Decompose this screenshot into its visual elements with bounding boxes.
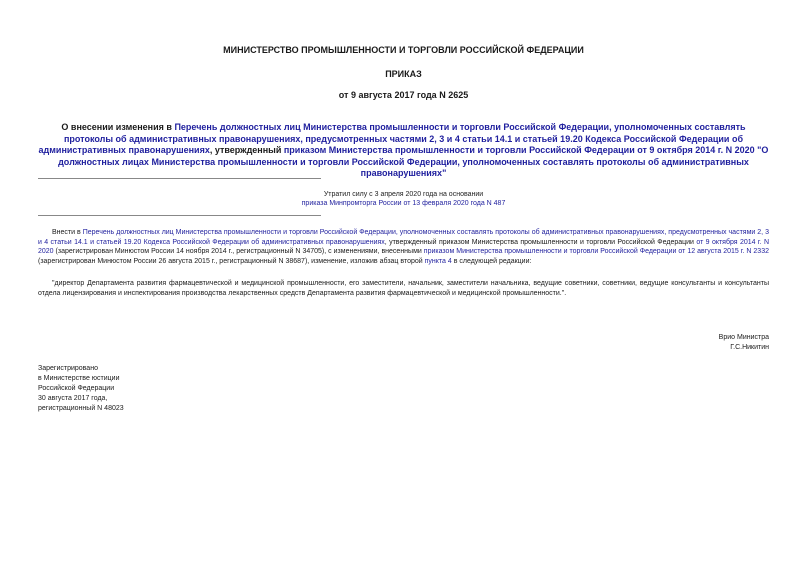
divider-top [38,178,321,179]
revocation-notice [0,190,807,208]
registration-line: 30 августа 2017 года, [38,395,108,402]
body-text-1: Внести в [52,229,83,236]
body-text-5: в следующей редакции: [451,257,532,265]
divider-bottom [38,215,321,216]
body-link-punkt-4[interactable]: пункта 4 [424,257,452,265]
registration-line: в Министерстве юстиции [38,375,120,382]
registration-block [38,364,124,414]
body-link-perechen[interactable]: Перечень должностных лиц Министерства промышленности и торговли Российской Федерации, уполномоченных составлять протоколы об административных правонарушениях, предусмотренных частями 2, 3 и 4 статьи 14.1 и статьей 19.20 Кодекса Российской Федерации об административных правонарушениях [38,229,769,246]
body-text-3: (зарегистрирован Минюстом России 14 ноября 2014 г., регистрационный N 34705), с изменениями, внесенными [53,248,424,255]
doc-date-number: от 9 августа 2017 года N 2625 [338,90,469,100]
quoted-amendment: "директор Департамента развития фармацевтической и медицинской промышленности, его заместители, начальник, заместители начальника, ведущие советники, советники, ведущие консультанты и консультанты отдела лицензирования и инспектирования производства лекарственных средств Департамента развития фармацевтической и медицинской промышленности.". [38,280,769,297]
document-title [38,122,769,180]
title-prefix: О внесении изменения в [61,122,175,132]
registration-line: Зарегистрировано [38,365,98,372]
signature-name: Г.С.Никитин [730,344,769,351]
registration-line: Российской Федерации [38,385,115,392]
body-paragraph [38,228,769,266]
title-link-perechen[interactable]: Перечень должностных лиц Министерства промышленности и торговли Российской Федерации, уполномоченных составлять протоколы об административных правонарушениях, предусмотренных частями 2, 3 и 4 статьи 14.1 и статьей 19.20 Кодекса Российской Федерации об административных правонарушениях [38,122,746,155]
signature-role: Врио Министра [718,334,769,341]
registration-line: регистрационный N 48023 [38,405,124,412]
notice-link-order-487[interactable]: приказа Минпромторга России от 13 февраля 2020 года N 487 [301,200,506,207]
title-middle: , утвержденный [209,145,284,155]
notice-text: Утратил силу с 3 апреля 2020 года на основании [323,191,484,198]
body-link-order-2332[interactable]: приказом Министерства промышленности и торговли Российской Федерации от 12 августа 2015 г. N 2332 [423,248,769,255]
signature-block [719,333,769,353]
ministry-heading: МИНИСТЕРСТВО ПРОМЫШЛЕННОСТИ И ТОРГОВЛИ РОССИЙСКОЙ ФЕДЕРАЦИИ [223,45,584,55]
body-text-4: (зарегистрирован Минюстом России 26 августа 2015 г., регистрационный N 38687), изменение, изложив абзац второй [38,257,425,265]
body-link-order-2020[interactable]: от 9 октября 2014 г. N 2020 [38,238,769,255]
body-text-2: , утвержденный приказом Министерства промышленности и торговли Российской Федерации [384,238,697,246]
title-link-order-2020[interactable]: приказом Министерства промышленности и торговли Российской Федерации от 9 октября 2014 г. N 2020 "О должностных лицах Министерства промышленности и торговли Российской Федерации, уполномоченных составлять протоколы об административных правонарушениях" [58,145,769,178]
doc-type-heading: ПРИКАЗ [385,69,422,79]
